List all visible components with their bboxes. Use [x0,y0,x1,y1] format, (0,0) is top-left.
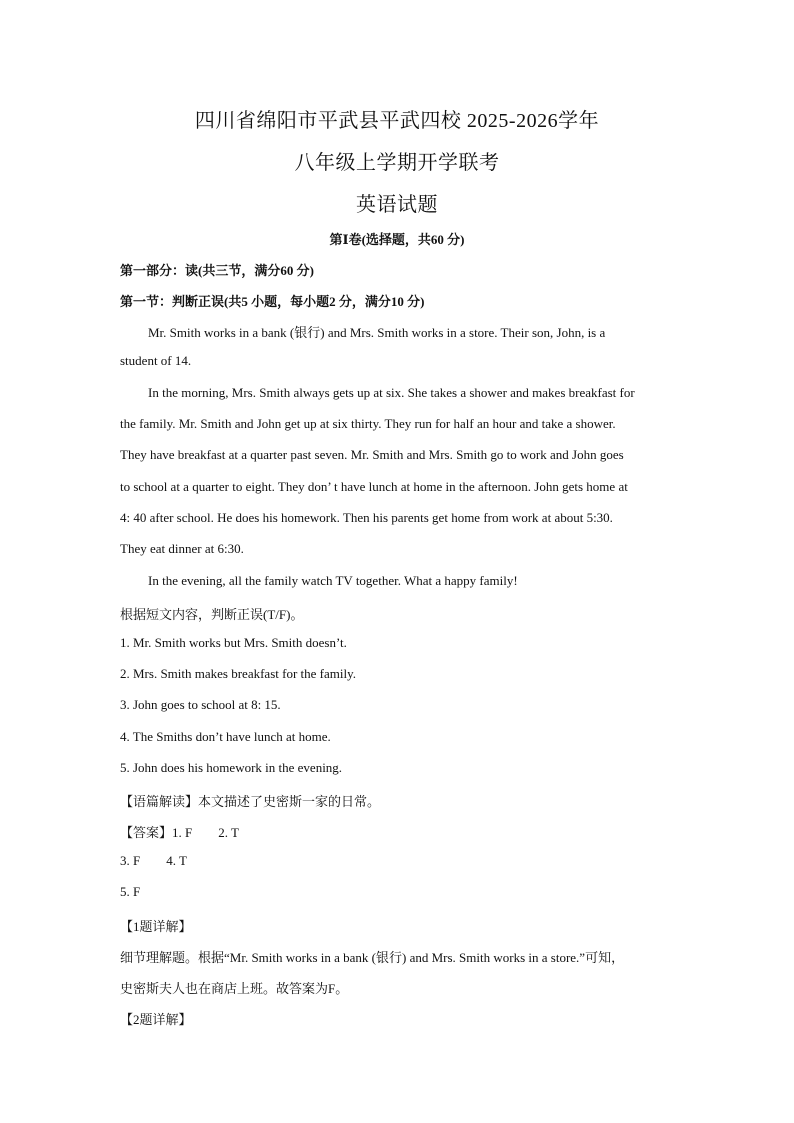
title-line-3: 英语试题 [356,194,438,216]
summary-text: 本文描述了史密斯一家的日常。 [198,794,381,809]
answer-5: 5. F [120,884,141,899]
paper-section-heading: 第Ⅰ卷(选择题，共60 分) [329,232,465,247]
answer-2: 2. T [218,825,239,840]
part-heading: 第一部分：读(共三节，满分60 分) [120,263,314,278]
question-item: 1. Mr. Smith works but Mrs. Smith doesn’t. [120,635,347,650]
answer-row-2 [120,853,187,869]
q1-detail-label: 【1题详解】 [120,919,192,934]
title-line-2: 八年级上学期开学联考 [294,152,500,174]
passage-line: In the evening, all the family watch TV together. What a happy family! [148,573,518,588]
question-instruction: 根据短文内容，判断正误(T/F)。 [120,607,304,622]
passage-line: Mr. Smith works in a bank (银行) and Mrs. Smith works in a store. Their son, John, is a [148,325,606,340]
passage-line: the family. Mr. Smith and John get up at six thirty. They run for half an hour and take a shower. [120,416,616,431]
title-line-1: 四川省绵阳市平武县平武四校 2025-2026学年 [194,110,600,132]
question-item: 5. John does his homework in the evening. [120,760,343,775]
passage-line: to school at a quarter to eight. They don’ t have lunch at home in the afternoon. John gets home at [120,479,628,494]
answer-row-3 [120,884,140,900]
answer-row-1 [120,822,239,841]
passage-line: In the morning, Mrs. Smith always gets up at six. She takes a shower and makes breakfast for [148,385,635,400]
passage-line: They have breakfast at a quarter past seven. Mr. Smith and Mrs. Smith go to work and John goes [120,447,624,462]
answer-1: 1. F [172,825,193,840]
question-item: 2. Mrs. Smith makes breakfast for the family. [120,666,356,681]
q1-detail-line: 史密斯夫人也在商店上班。故答案为F。 [120,981,349,996]
answer-label: 【答案】 [120,825,173,840]
q2-detail-label: 【2题详解】 [120,1012,192,1027]
answer-3: 3. F [120,853,141,868]
section-heading: 第一节：判断正误(共5 小题，每小题2 分，满分10 分) [120,294,425,309]
question-item: 3. John goes to school at 8: 15. [120,697,281,712]
q1-detail-line: 细节理解题。根据“Mr. Smith works in a bank (银行) and Mrs. Smith works in a store.”可知， [120,950,625,965]
summary-label: 【语篇解读】 [120,794,199,809]
answer-4: 4. T [166,853,187,868]
passage-line: They eat dinner at 6:30. [120,541,244,556]
question-item: 4. The Smiths don’t have lunch at home. [120,729,331,744]
passage-line: 4: 40 after school. He does his homework. Then his parents get home from work at about 5:30. [120,510,613,525]
passage-summary [120,791,380,810]
passage-line: student of 14. [120,353,192,368]
